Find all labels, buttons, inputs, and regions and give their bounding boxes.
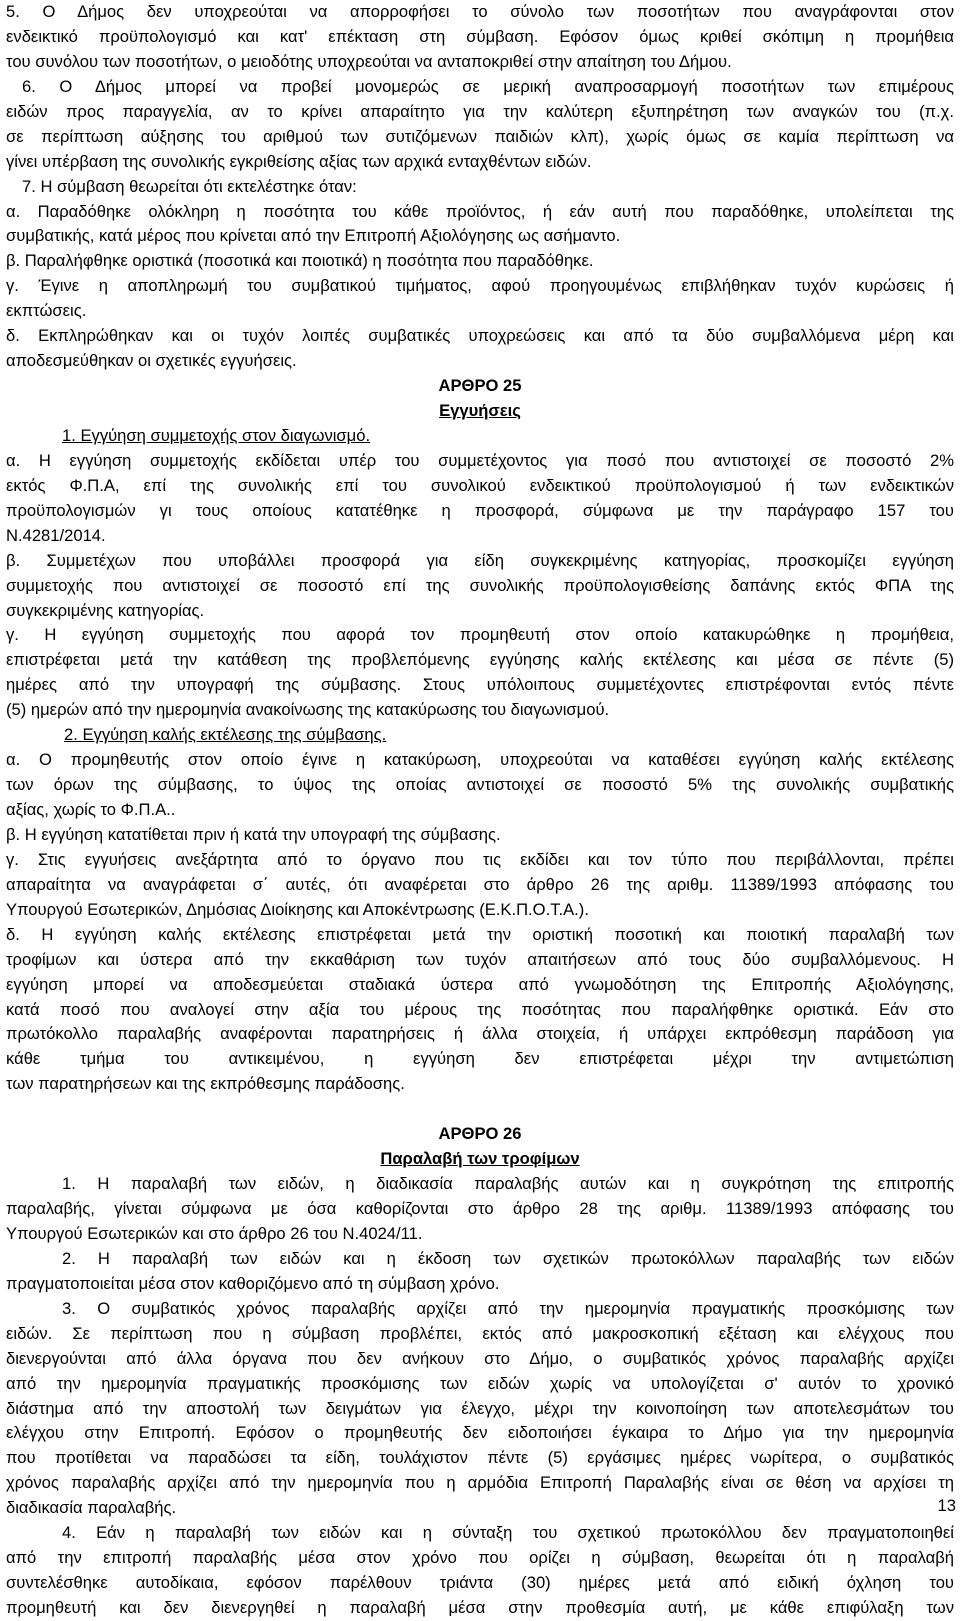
paragraph-line: κατά ποσό που αναλογεί στην αξία του μέρους της ποσότητας που παραλήφθηκε οριστικά. Εάν στο	[6, 999, 954, 1019]
paragraph-line: ημέρες από την υπογραφή της σύμβασης. Στους υπόλοιπους συμμετέχοντες επιστρέφονται εντός πέντε	[6, 675, 954, 695]
paragraph-line: α. Ο προμηθευτής στον οποίο έγινε η κατακύρωση, υποχρεούται να καταθέσει εγγύηση καλής εκτέλεσης	[6, 750, 954, 770]
paragraph-line: Υπουργού Εσωτερικών και στο άρθρο 26 του Ν.4024/11.	[6, 1223, 423, 1243]
paragraph-line: 4. Εάν η παραλαβή των ειδών και η σύνταξη του σχετικού πρωτοκόλλου δεν πραγματοποιηθεί	[62, 1523, 954, 1543]
article-heading: ΑΡΘΡΟ 25	[438, 376, 522, 396]
paragraph-line: β. Η εγγύηση κατατίθεται πριν ή κατά την υπογραφή της σύμβασης.	[6, 824, 501, 844]
article-heading: ΑΡΘΡΟ 26	[438, 1124, 522, 1144]
paragraph-line: 7. Η σύμβαση θεωρείται ότι εκτελέστηκε όταν:	[22, 176, 357, 196]
paragraph-line: διενεργούνται από άλλα όργανα που δεν ανήκουν στο Δήμο, ο συμβατικός χρόνος παραλαβής αρχίζει	[6, 1348, 954, 1368]
paragraph-line: τροφίμων και ύστερα από την εκκαθάριση των τυχόν απαιτήσεων από τους δύο συμβαλλόμενους. Η	[6, 949, 954, 969]
paragraph-line: διαδικασία παραλαβής.	[6, 1498, 177, 1518]
paragraph-line: από την ημερομηνία πραγματικής προσκόμισης των ειδών χωρίς να υπολογίζεται σ' αυτόν το χρονικό	[6, 1373, 954, 1393]
paragraph-line: πρωτόκολλο παραλαβής αναφέρονται παρατηρήσεις ή άλλα στοιχεία, ή υπάρχει εκπρόθεσμη παράδοση για	[6, 1024, 954, 1044]
paragraph-line: των παρατηρήσεων και της εκπρόθεσμης παράδοσης.	[6, 1074, 405, 1094]
paragraph-line: ειδών προς παραγγελία, αν το κρίνει απαραίτητο για την καλύτερη εξυπηρέτηση των αναγκών του (π.χ.	[6, 101, 954, 121]
paragraph-line: α. Παραδόθηκε ολόκληρη η ποσότητα του κάθε προϊόντος, ή εάν αυτή που παραδόθηκε, υπολείπεται της	[6, 201, 954, 221]
paragraph-line: κάθε τμήμα του αντικειμένου, η εγγύηση δεν επιστρέφεται μέχρι την αντιμετώπιση	[6, 1049, 954, 1069]
article-title: Εγγυήσεις	[439, 401, 521, 420]
paragraph-line: α. Η εγγύηση συμμετοχής εκδίδεται υπέρ του συμμετέχοντος για ποσό που αντιστοιχεί σε ποσοστό 2%	[6, 450, 954, 470]
paragraph-line: γ. Η εγγύηση συμμετοχής που αφορά τον προμηθευτή στον οποίο κατακυρώθηκε η προμήθεια,	[6, 625, 954, 645]
paragraph-line: σε περίπτωση αύξησης του αριθμού των συτιζόμενων παιδιών κλπ), χωρίς όμως σε καμία περίπτωση να	[6, 126, 954, 146]
paragraph-line: β. Παραλήφθηκε οριστικά (ποσοτικά και ποιοτικά) η ποσότητα που παραδόθηκε.	[6, 251, 594, 271]
spacer	[6, 1097, 954, 1122]
paragraph-line: παραλαβής, γίνεται σύμφωνα με όσα καθορίζονται στο άρθρο 28 της αριθμ. 11389/1993 απόφασης του	[6, 1199, 954, 1218]
paragraph-line: συντελέσθηκε αυτοδίκαια, εφόσον παρέλθουν τριάντα (30) ημέρες μετά από ειδική όχληση του	[6, 1573, 954, 1593]
paragraph-line: συμμετοχής που αντιστοιχεί σε ποσοστό επί της συνολικής προϋπολογισθείσης δαπάνης εκτός ΦΠΑ της	[6, 575, 954, 595]
paragraph-line: ελέγχου στην Επιτροπή. Εφόσον ο προμηθευτής δεν ειδοποιήσει έγκαιρα το Δήμο για την ημερομηνία	[6, 1423, 954, 1443]
paragraph-line: γίνει υπέρβαση της συνολικής εγκριθείσης αξίας των αρχικά ενταχθέντων ειδών.	[6, 151, 592, 171]
paragraph-line: 2. Η παραλαβή των ειδών και η έκδοση των σχετικών πρωτοκόλλων παραλαβής των ειδών	[62, 1248, 954, 1268]
paragraph-line: προμηθευτή και δεν διενεργηθεί η παραλαβή μέσα στην προθεσμία αυτή, με κάθε επιφύλαξη των	[6, 1598, 954, 1617]
paragraph-line: συμβατικής, κατά μέρος που κρίνεται από την Επιτροπή Αξιολόγησης ως ασήμαντο.	[6, 226, 621, 246]
document-page	[6, 0, 954, 1621]
paragraph-line: δ. Εκπληρώθηκαν και οι τυχόν λοιπές συμβατικές υποχρεώσεις και από τα δύο συμβαλλόμενα μέρη και	[6, 326, 954, 346]
paragraph-line: που προτίθεται να παραδώσει τα είδη, τουλάχιστον πέντε (5) εργάσιμες ημέρες νωρίτερα, ο συμβατικός	[6, 1448, 954, 1468]
paragraph-line: προϋπολογισμών γι τους οποίους κατατέθηκε η προσφορά, σύμφωνα με την παράγραφο 157 του	[6, 500, 954, 520]
paragraph-line: Ν.4281/2014.	[6, 525, 106, 545]
paragraph-line: 1. Η παραλαβή των ειδών, η διαδικασία παραλαβής αυτών και η συγκρότηση της επιτροπής	[62, 1174, 954, 1194]
section-heading: 1. Εγγύηση συμμετοχής στον διαγωνισμό.	[62, 425, 371, 445]
article-title: Παραλαβή των τροφίμων	[380, 1149, 580, 1169]
paragraph-line: διάστημα από την αποστολή των δειγμάτων για έλεγχο, μέχρι την κοινοποίηση των αποτελεσμάτων του	[6, 1398, 954, 1418]
paragraph-line: Υπουργού Εσωτερικών, Δημόσιας Διοίκησης και Αποκέντρωσης (Ε.Κ.Π.Ο.Τ.Α.).	[6, 899, 589, 919]
paragraph-line: δ. Η εγγύηση καλής εκτέλεσης επιστρέφεται μετά την οριστική ποσοτική και ποιοτική παραλαβή των	[6, 924, 954, 944]
paragraph-line: πραγματοποιείται μέσα στον καθοριζόμενο από τη σύμβαση χρόνο.	[6, 1273, 500, 1293]
paragraph-line: αποδεσμεύθηκαν οι σχετικές εγγυήσεις.	[6, 351, 297, 371]
paragraph-line: αξίας, χωρίς το Φ.Π.Α..	[6, 800, 176, 819]
section-heading: 2. Εγγύηση καλής εκτέλεσης της σύμβασης.	[64, 725, 387, 745]
paragraph-line: χρόνος παραλαβής αρχίζει από την ημερομηνία που η αρμόδια Επιτροπή Παραλαβής είναι σε θέση να αρχίσει τη	[6, 1473, 954, 1493]
page-number: 13	[937, 1496, 956, 1515]
paragraph-line: γ. Στις εγγυήσεις ανεξάρτητα από το όργανο που τις εκδίδει και τον τύπο που περιβάλλονται, πρέπει	[6, 849, 954, 869]
paragraph-line: συγκεκριμένης κατηγορίας.	[6, 600, 205, 620]
paragraph-line: εγγύηση μπορεί να αποδεσμεύεται σταδιακά ύστερα από γνωμοδότηση της Επιτροπής Αξιολόγησης,	[6, 974, 954, 994]
paragraph-line: απαραίτητα να αναγράφεται σ΄ αυτές, ότι αναφέρεται στο άρθρο 26 της αριθμ. 11389/1993 απόφασης του	[6, 874, 954, 894]
paragraph-line: 3. Ο συμβατικός χρόνος παραλαβής αρχίζει από την ημερομηνία πραγματικής προσκόμισης των	[62, 1298, 954, 1318]
paragraph-line: β. Συμμετέχων που υποβάλλει προσφορά για είδη συγκεκριμένης κατηγορίας, προσκομίζει εγγύηση	[6, 550, 954, 570]
paragraph-line: ενδεικτικό προϋπολογισμό και κατ' επέκταση στη σύμβαση. Εφόσον όμως κριθεί σκόπιμη η προμήθεια	[6, 26, 954, 46]
paragraph-line: από την επιτροπή παραλαβής μέσα στον χρόνο που ορίζει η σύμβαση, θεωρείται ότι η παραλαβή	[6, 1548, 954, 1568]
paragraph-line: 5. Ο Δήμος δεν υποχρεούται να απορροφήσει το σύνολο των ποσοτήτων που αναγράφονται στον	[6, 2, 954, 21]
paragraph-line: των όρων της σύμβασης, το ύψος της οποίας αντιστοιχεί σε ποσοστό 5% της συνολικής συμβατικής	[6, 775, 954, 795]
paragraph-line: ειδών. Σε περίπτωση που η σύμβαση προβλέπει, εκτός από μακροσκοπική εξέταση και ελέγχους που	[6, 1323, 954, 1343]
paragraph-line: 6. Ο Δήμος μπορεί να προβεί μονομερώς σε μερική αναπροσαρμογή ποσοτήτων των επιμέρους	[22, 76, 954, 96]
paragraph-line: επιστρέφεται μετά την κατάθεση της προβλεπόμενης εγγύησης καλής εκτέλεσης και μέσα σε πέντε (5)	[6, 650, 954, 670]
paragraph-line: εκπτώσεις.	[6, 301, 87, 321]
paragraph-line: του συνόλου των ποσοτήτων, ο μειοδότης υποχρεούται να ανταποκριθεί στην απαίτηση του Δήμου.	[6, 51, 732, 71]
paragraph-line: γ. Έγινε η αποπληρωμή του συμβατικού τιμήματος, αφού προηγουμένως επιβλήθηκαν τυχόν κυρώσεις ή	[6, 276, 954, 296]
paragraph-line: εκτός Φ.Π.Α, επί της συνολικής επί του συνολικού ενδεικτικού προϋπολογισμού ή των ενδεικτικών	[6, 475, 954, 495]
paragraph-line: (5) ημερών από την ημερομηνία ανακοίνωσης της κατακύρωσης του διαγωνισμού.	[6, 700, 610, 720]
